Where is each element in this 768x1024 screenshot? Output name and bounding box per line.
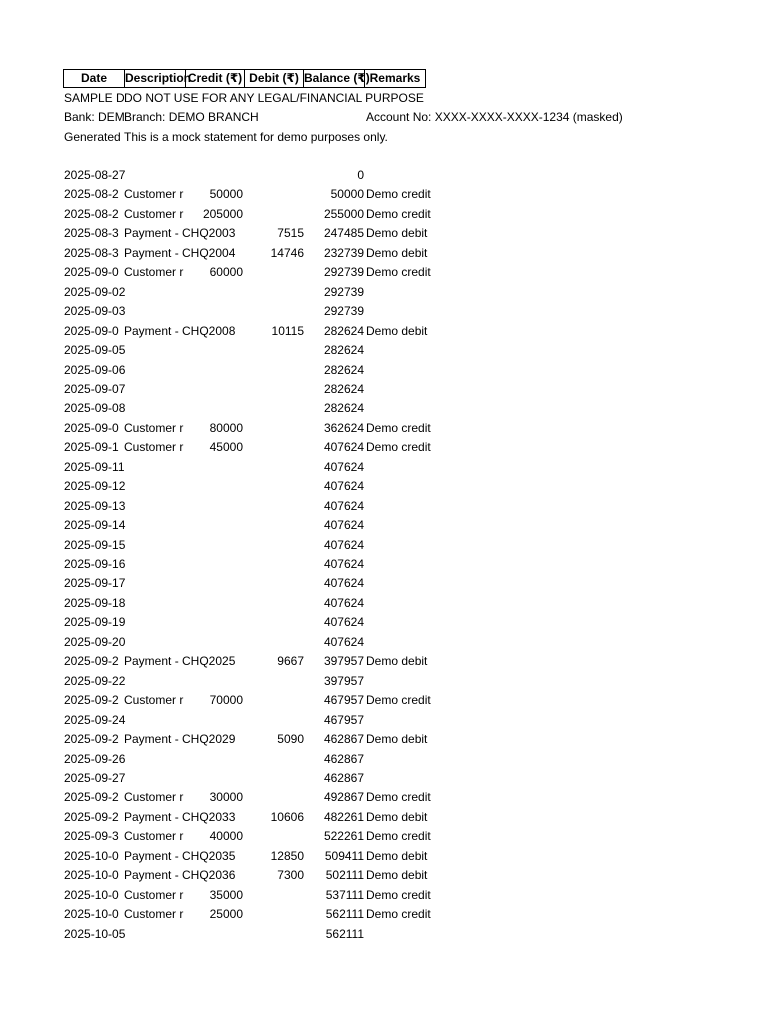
cell-credit[interactable] xyxy=(186,302,243,321)
cell-balance[interactable]: 292739 xyxy=(323,285,364,299)
cell-remarks[interactable] xyxy=(366,574,446,593)
cell-date[interactable]: 2025-09-22 xyxy=(64,674,126,688)
cell-remarks[interactable]: Demo credit xyxy=(366,265,431,279)
cell-credit[interactable]: 35000 xyxy=(209,888,243,902)
cell-date[interactable]: 2025-09-18 xyxy=(64,596,126,610)
cell-description[interactable] xyxy=(124,769,186,788)
cell-date[interactable]: 2025-09-2 xyxy=(64,810,119,824)
cell-date[interactable]: 2025-09-02 xyxy=(64,285,126,299)
cell-date[interactable]: 2025-09-3 xyxy=(64,829,119,843)
cell-remarks[interactable] xyxy=(366,399,446,418)
cell-credit[interactable] xyxy=(186,613,243,632)
cell-credit[interactable] xyxy=(186,361,243,380)
cell-credit[interactable] xyxy=(186,672,243,691)
cell-credit[interactable] xyxy=(186,516,243,535)
cell-debit[interactable]: 12850 xyxy=(270,849,304,863)
cell-description[interactable]: Customer r xyxy=(124,187,184,201)
cell-balance[interactable]: 522261 xyxy=(323,829,364,843)
cell-remarks[interactable]: Demo debit xyxy=(366,324,428,338)
cell-description[interactable] xyxy=(124,536,186,555)
cell-balance[interactable]: 407624 xyxy=(323,596,364,610)
cell-date[interactable]: 2025-09-19 xyxy=(64,615,126,629)
cell-credit[interactable]: 50000 xyxy=(209,187,243,201)
cell-credit[interactable] xyxy=(186,341,243,360)
cell-date[interactable]: 2025-09-1 xyxy=(64,440,119,454)
cell-remarks[interactable] xyxy=(366,750,446,769)
cell-remarks[interactable] xyxy=(366,594,446,613)
cell-description[interactable]: Customer r xyxy=(124,693,184,707)
cell-balance[interactable]: 282624 xyxy=(323,382,364,396)
cell-debit[interactable]: 7300 xyxy=(277,868,304,882)
cell-date[interactable]: 2025-09-0 xyxy=(64,324,119,338)
cell-description[interactable] xyxy=(124,458,186,477)
cell-debit[interactable] xyxy=(243,477,304,496)
cell-date[interactable]: 2025-09-27 xyxy=(64,771,126,785)
cell-remarks[interactable]: Demo debit xyxy=(366,732,428,746)
cell-balance[interactable]: 292739 xyxy=(323,304,364,318)
cell-balance[interactable]: 282624 xyxy=(323,401,364,415)
cell-date[interactable]: 2025-08-2 xyxy=(64,207,119,221)
cell-remarks[interactable] xyxy=(366,302,446,321)
cell-remarks[interactable]: Demo debit xyxy=(366,246,428,260)
cell-debit[interactable] xyxy=(243,283,304,302)
cell-credit[interactable] xyxy=(186,866,243,885)
cell-remarks[interactable]: Demo credit xyxy=(366,907,431,921)
cell-date[interactable]: 2025-08-27 xyxy=(64,168,126,182)
cell-balance[interactable]: 492867 xyxy=(323,790,364,804)
cell-description[interactable]: Payment - CHQ2025 xyxy=(124,654,236,668)
cell-credit[interactable] xyxy=(186,244,243,263)
cell-remarks[interactable]: Demo debit xyxy=(366,810,428,824)
header-credit[interactable]: Credit (₹) xyxy=(186,69,245,88)
cell-date[interactable]: 2025-09-08 xyxy=(64,401,126,415)
branch-label[interactable]: Branch: DEMO BRANCH xyxy=(124,110,259,124)
cell-balance[interactable]: 407624 xyxy=(323,479,364,493)
cell-debit[interactable] xyxy=(243,166,304,185)
cell-date[interactable]: 2025-09-05 xyxy=(64,343,126,357)
cell-credit[interactable] xyxy=(186,458,243,477)
cell-credit[interactable] xyxy=(186,536,243,555)
cell-description[interactable]: Customer r xyxy=(124,907,184,921)
cell-debit[interactable] xyxy=(243,574,304,593)
cell-credit[interactable] xyxy=(186,847,243,866)
cell-description[interactable] xyxy=(124,613,186,632)
cell-description[interactable]: Payment - CHQ2036 xyxy=(124,868,236,882)
cell-credit[interactable] xyxy=(186,730,243,749)
cell-balance[interactable]: 462867 xyxy=(323,752,364,766)
cell-credit[interactable] xyxy=(186,283,243,302)
cell-date[interactable]: 2025-09-2 xyxy=(64,732,119,746)
cell-balance[interactable]: 407624 xyxy=(323,499,364,513)
cell-description[interactable] xyxy=(124,341,186,360)
cell-description[interactable] xyxy=(124,574,186,593)
cell-credit[interactable] xyxy=(186,224,243,243)
cell-remarks[interactable] xyxy=(366,613,446,632)
cell-balance[interactable]: 562111 xyxy=(325,927,364,941)
cell-date[interactable]: 2025-08-3 xyxy=(64,226,119,240)
cell-balance[interactable]: 407624 xyxy=(323,460,364,474)
cell-credit[interactable] xyxy=(186,925,243,944)
cell-balance[interactable]: 407624 xyxy=(323,615,364,629)
cell-debit[interactable] xyxy=(243,497,304,516)
cell-description[interactable]: Payment - CHQ2035 xyxy=(124,849,236,863)
cell-remarks[interactable] xyxy=(366,555,446,574)
cell-description[interactable] xyxy=(124,711,186,730)
cell-date[interactable]: 2025-10-0 xyxy=(64,907,119,921)
cell-debit[interactable] xyxy=(243,886,304,905)
cell-description[interactable]: Payment - CHQ2033 xyxy=(124,810,236,824)
cell-description[interactable] xyxy=(124,497,186,516)
cell-debit[interactable] xyxy=(243,399,304,418)
cell-debit[interactable] xyxy=(243,594,304,613)
cell-remarks[interactable]: Demo debit xyxy=(366,226,428,240)
cell-description[interactable]: Customer r xyxy=(124,207,184,221)
account-number[interactable]: Account No: XXXX-XXXX-XXXX-1234 (masked) xyxy=(366,110,623,124)
cell-debit[interactable] xyxy=(243,341,304,360)
cell-date[interactable]: 2025-09-06 xyxy=(64,363,126,377)
cell-debit[interactable] xyxy=(243,458,304,477)
cell-description[interactable] xyxy=(124,361,186,380)
cell-remarks[interactable]: Demo debit xyxy=(366,849,428,863)
cell-credit[interactable] xyxy=(186,477,243,496)
cell-remarks[interactable] xyxy=(366,769,446,788)
cell-balance[interactable]: 232739 xyxy=(323,246,364,260)
cell-remarks[interactable] xyxy=(366,458,446,477)
cell-balance[interactable]: 282624 xyxy=(323,324,364,338)
cell-debit[interactable] xyxy=(243,555,304,574)
cell-credit[interactable] xyxy=(186,808,243,827)
cell-debit[interactable] xyxy=(243,672,304,691)
cell-debit[interactable] xyxy=(243,185,304,204)
cell-balance[interactable]: 467957 xyxy=(323,693,364,707)
bank-label[interactable]: Bank: DEM xyxy=(64,110,125,124)
cell-credit[interactable] xyxy=(186,399,243,418)
cell-debit[interactable] xyxy=(243,536,304,555)
cell-credit[interactable] xyxy=(186,497,243,516)
cell-remarks[interactable]: Demo credit xyxy=(366,693,431,707)
cell-remarks[interactable] xyxy=(366,925,446,944)
cell-balance[interactable]: 407624 xyxy=(323,635,364,649)
cell-remarks[interactable]: Demo debit xyxy=(366,654,428,668)
cell-balance[interactable]: 462867 xyxy=(323,732,364,746)
cell-credit[interactable]: 70000 xyxy=(209,693,243,707)
cell-credit[interactable]: 40000 xyxy=(209,829,243,843)
cell-date[interactable]: 2025-10-0 xyxy=(64,849,119,863)
cell-remarks[interactable]: Demo credit xyxy=(366,421,431,435)
cell-debit[interactable] xyxy=(243,925,304,944)
cell-balance[interactable]: 467957 xyxy=(323,713,364,727)
cell-credit[interactable]: 45000 xyxy=(209,440,243,454)
cell-balance[interactable]: 255000 xyxy=(323,207,364,221)
cell-remarks[interactable]: Demo credit xyxy=(366,888,431,902)
cell-remarks[interactable] xyxy=(366,516,446,535)
cell-description[interactable] xyxy=(124,750,186,769)
cell-credit[interactable]: 60000 xyxy=(209,265,243,279)
cell-debit[interactable]: 9667 xyxy=(277,654,304,668)
cell-description[interactable]: Payment - CHQ2029 xyxy=(124,732,236,746)
cell-remarks[interactable] xyxy=(366,283,446,302)
cell-credit[interactable]: 30000 xyxy=(209,790,243,804)
cell-debit[interactable]: 10606 xyxy=(270,810,304,824)
cell-balance[interactable]: 0 xyxy=(357,168,364,182)
cell-debit[interactable] xyxy=(243,691,304,710)
cell-remarks[interactable] xyxy=(366,477,446,496)
cell-remarks[interactable]: Demo credit xyxy=(366,440,431,454)
cell-date[interactable]: 2025-09-2 xyxy=(64,790,119,804)
cell-remarks[interactable] xyxy=(366,166,446,185)
cell-description[interactable]: Customer r xyxy=(124,888,184,902)
generated-label[interactable]: Generated xyxy=(64,130,121,144)
cell-balance[interactable]: 562111 xyxy=(325,907,364,921)
cell-credit[interactable] xyxy=(186,380,243,399)
cell-credit[interactable]: 80000 xyxy=(209,421,243,435)
cell-balance[interactable]: 397957 xyxy=(323,654,364,668)
cell-balance[interactable]: 407624 xyxy=(323,440,364,454)
cell-remarks[interactable] xyxy=(366,497,446,516)
cell-credit[interactable] xyxy=(186,166,243,185)
cell-debit[interactable]: 14746 xyxy=(270,246,304,260)
cell-date[interactable]: 2025-08-2 xyxy=(64,187,119,201)
sample-label[interactable]: SAMPLE D xyxy=(64,91,125,105)
cell-remarks[interactable] xyxy=(366,536,446,555)
cell-balance[interactable]: 282624 xyxy=(323,343,364,357)
cell-description[interactable]: Customer r xyxy=(124,790,184,804)
cell-credit[interactable]: 25000 xyxy=(209,907,243,921)
cell-description[interactable]: Payment - CHQ2008 xyxy=(124,324,236,338)
cell-remarks[interactable]: Demo credit xyxy=(366,207,431,221)
cell-description[interactable]: Customer r xyxy=(124,265,184,279)
cell-description[interactable] xyxy=(124,516,186,535)
cell-balance[interactable]: 509411 xyxy=(324,849,364,863)
cell-description[interactable]: Customer r xyxy=(124,421,184,435)
cell-description[interactable] xyxy=(124,477,186,496)
cell-debit[interactable] xyxy=(243,633,304,652)
cell-balance[interactable]: 537111 xyxy=(325,888,364,902)
cell-balance[interactable]: 247485 xyxy=(323,226,364,240)
cell-description[interactable] xyxy=(124,672,186,691)
cell-debit[interactable] xyxy=(243,750,304,769)
cell-balance[interactable]: 50000 xyxy=(330,187,364,201)
cell-balance[interactable]: 282624 xyxy=(323,363,364,377)
cell-date[interactable]: 2025-09-15 xyxy=(64,538,126,552)
cell-date[interactable]: 2025-09-2 xyxy=(64,654,119,668)
cell-balance[interactable]: 407624 xyxy=(323,538,364,552)
cell-description[interactable]: Customer r xyxy=(124,829,184,843)
cell-date[interactable]: 2025-09-03 xyxy=(64,304,126,318)
cell-description[interactable] xyxy=(124,555,186,574)
cell-date[interactable]: 2025-09-0 xyxy=(64,265,119,279)
cell-date[interactable]: 2025-09-20 xyxy=(64,635,126,649)
cell-debit[interactable] xyxy=(243,711,304,730)
cell-remarks[interactable] xyxy=(366,341,446,360)
cell-debit[interactable]: 10115 xyxy=(271,324,304,338)
cell-balance[interactable]: 462867 xyxy=(323,771,364,785)
cell-date[interactable]: 2025-09-11 xyxy=(64,460,125,474)
cell-credit[interactable] xyxy=(186,769,243,788)
cell-debit[interactable] xyxy=(243,302,304,321)
mock-notice[interactable]: This is a mock statement for demo purposes only. xyxy=(124,130,388,144)
cell-remarks[interactable]: Demo debit xyxy=(366,868,428,882)
cell-description[interactable] xyxy=(124,380,186,399)
cell-remarks[interactable] xyxy=(366,633,446,652)
cell-description[interactable]: Customer r xyxy=(124,440,184,454)
cell-description[interactable] xyxy=(124,633,186,652)
cell-balance[interactable]: 482261 xyxy=(323,810,364,824)
cell-description[interactable] xyxy=(124,399,186,418)
cell-debit[interactable] xyxy=(243,263,304,282)
cell-debit[interactable] xyxy=(243,905,304,924)
cell-balance[interactable]: 502111 xyxy=(325,868,364,882)
cell-balance[interactable]: 407624 xyxy=(323,576,364,590)
header-debit[interactable]: Debit (₹) xyxy=(245,69,304,88)
cell-remarks[interactable]: Demo credit xyxy=(366,790,431,804)
cell-balance[interactable]: 362624 xyxy=(323,421,364,435)
cell-debit[interactable] xyxy=(243,613,304,632)
cell-debit[interactable] xyxy=(243,438,304,457)
cell-description[interactable] xyxy=(124,594,186,613)
cell-credit[interactable] xyxy=(186,322,243,341)
cell-remarks[interactable] xyxy=(366,380,446,399)
cell-credit[interactable] xyxy=(186,555,243,574)
cell-debit[interactable] xyxy=(243,788,304,807)
cell-credit[interactable] xyxy=(186,633,243,652)
cell-date[interactable]: 2025-08-3 xyxy=(64,246,119,260)
cell-description[interactable]: Payment - CHQ2004 xyxy=(124,246,236,260)
cell-credit[interactable]: 205000 xyxy=(202,207,243,221)
cell-description[interactable] xyxy=(124,925,186,944)
cell-balance[interactable]: 407624 xyxy=(323,557,364,571)
cell-credit[interactable] xyxy=(186,574,243,593)
cell-description[interactable] xyxy=(124,166,186,185)
cell-date[interactable]: 2025-09-24 xyxy=(64,713,126,727)
cell-credit[interactable] xyxy=(186,594,243,613)
header-date[interactable]: Date xyxy=(63,69,125,88)
cell-description[interactable] xyxy=(124,283,186,302)
cell-remarks[interactable]: Demo credit xyxy=(366,829,431,843)
cell-balance[interactable]: 292739 xyxy=(323,265,364,279)
cell-balance[interactable]: 397957 xyxy=(323,674,364,688)
cell-debit[interactable] xyxy=(243,361,304,380)
header-remarks[interactable]: Remarks xyxy=(365,69,426,88)
cell-date[interactable]: 2025-09-12 xyxy=(64,479,126,493)
cell-date[interactable]: 2025-09-14 xyxy=(64,518,126,532)
cell-date[interactable]: 2025-09-13 xyxy=(64,499,126,513)
cell-debit[interactable] xyxy=(243,827,304,846)
cell-date[interactable]: 2025-10-0 xyxy=(64,868,119,882)
cell-description[interactable] xyxy=(124,302,186,321)
cell-debit[interactable]: 7515 xyxy=(277,226,304,240)
header-description[interactable]: Description xyxy=(125,69,186,88)
cell-date[interactable]: 2025-09-17 xyxy=(64,576,126,590)
cell-debit[interactable] xyxy=(243,769,304,788)
cell-credit[interactable] xyxy=(186,652,243,671)
cell-remarks[interactable] xyxy=(366,361,446,380)
cell-date[interactable]: 2025-09-26 xyxy=(64,752,126,766)
cell-remarks[interactable] xyxy=(366,711,446,730)
cell-remarks[interactable] xyxy=(366,672,446,691)
cell-remarks[interactable]: Demo credit xyxy=(366,187,431,201)
cell-date[interactable]: 2025-09-16 xyxy=(64,557,126,571)
cell-date[interactable]: 2025-10-0 xyxy=(64,888,119,902)
cell-debit[interactable] xyxy=(243,419,304,438)
cell-debit[interactable] xyxy=(243,516,304,535)
cell-debit[interactable] xyxy=(243,205,304,224)
cell-balance[interactable]: 407624 xyxy=(323,518,364,532)
cell-description[interactable]: Payment - CHQ2003 xyxy=(124,226,236,240)
cell-credit[interactable] xyxy=(186,750,243,769)
cell-date[interactable]: 2025-09-2 xyxy=(64,693,119,707)
header-balance[interactable]: Balance (₹) xyxy=(304,69,365,88)
cell-date[interactable]: 2025-10-05 xyxy=(64,927,126,941)
cell-credit[interactable] xyxy=(186,711,243,730)
sample-warning[interactable]: DO NOT USE FOR ANY LEGAL/FINANCIAL PURPOSE xyxy=(124,91,424,105)
cell-debit[interactable]: 5090 xyxy=(277,732,304,746)
cell-date[interactable]: 2025-09-0 xyxy=(64,421,119,435)
cell-date[interactable]: 2025-09-07 xyxy=(64,382,126,396)
cell-debit[interactable] xyxy=(243,380,304,399)
